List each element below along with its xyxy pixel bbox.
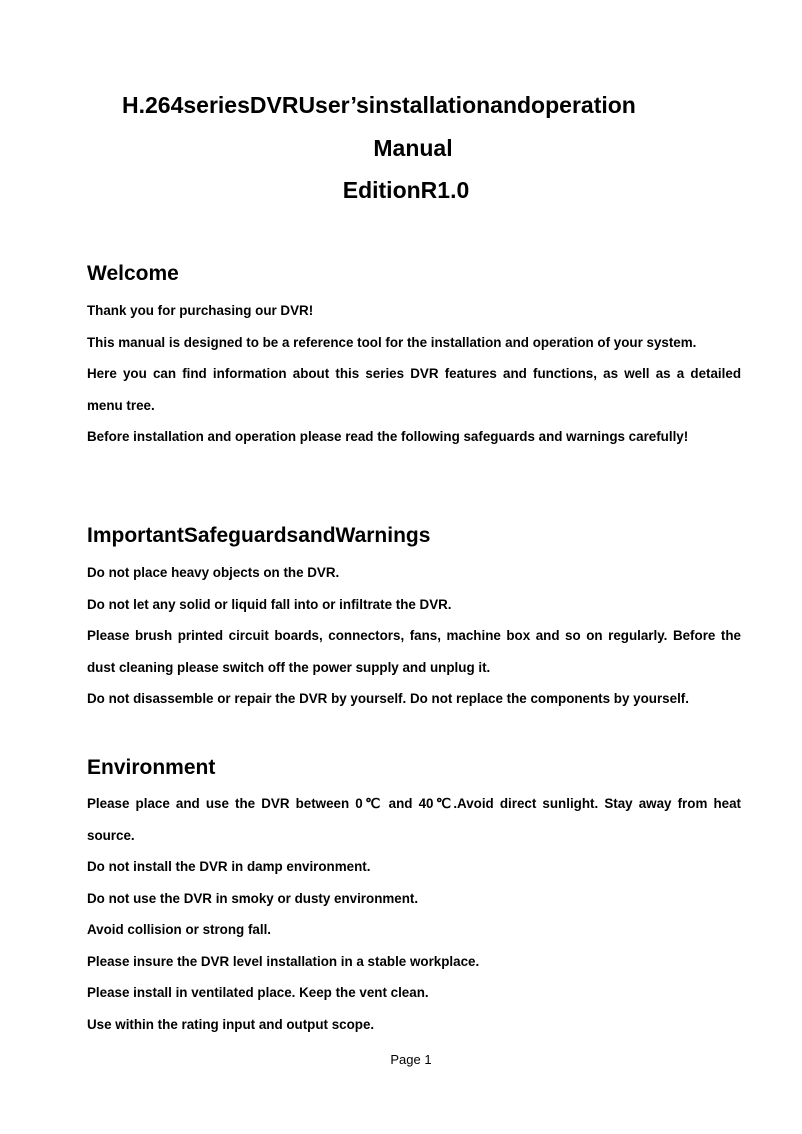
title-line-1: H.264seriesDVRUser’sinstallationandoperation bbox=[122, 92, 636, 118]
paragraph: Avoid collision or strong fall. bbox=[87, 922, 272, 937]
section-body-safeguards bbox=[87, 557, 741, 715]
paragraph: Please place and use the DVR between 0℃ and 40℃.Avoid direct sunlight. Stay away from heat source. bbox=[87, 796, 741, 843]
paragraph: This manual is designed to be a reference tool for the installation and operation of your system. bbox=[87, 334, 697, 350]
paragraph: Do not disassemble or repair the DVR by yourself. Do not replace the components by yourself. bbox=[87, 691, 689, 706]
section-heading-safeguards: ImportantSafeguardsandWarnings bbox=[87, 524, 431, 547]
paragraph: Before installation and operation please read the following safeguards and warnings carefully! bbox=[87, 429, 689, 444]
paragraph: Please install in ventilated place. Keep the vent clean. bbox=[87, 985, 429, 1000]
paragraph: Thank you for purchasing our DVR! bbox=[87, 303, 314, 318]
paragraph: Please brush printed circuit boards, connectors, fans, machine box and so on regularly. Before the dust cleaning please switch off the power supply and unplug it. bbox=[87, 628, 741, 675]
section-body-environment bbox=[87, 788, 741, 1040]
section-heading-environment: Environment bbox=[87, 756, 216, 779]
title-line-2: Manual bbox=[373, 135, 453, 161]
paragraph: Do not use the DVR in smoky or dusty environment. bbox=[87, 890, 419, 906]
paragraph: Do not place heavy objects on the DVR. bbox=[87, 565, 340, 580]
page-number: Page 1 bbox=[390, 1052, 432, 1067]
paragraph: Use within the rating input and output scope. bbox=[87, 1016, 375, 1032]
title-line-3: EditionR1.0 bbox=[342, 177, 470, 203]
paragraph: Do not let any solid or liquid fall into or infiltrate the DVR. bbox=[87, 596, 452, 612]
paragraph: Please insure the DVR level installation in a stable workplace. bbox=[87, 953, 480, 969]
section-body-welcome bbox=[87, 295, 741, 453]
paragraph: Do not install the DVR in damp environment. bbox=[87, 859, 371, 874]
paragraph: Here you can find information about this series DVR features and functions, as well as a detailed menu tree. bbox=[87, 366, 741, 413]
section-heading-welcome: Welcome bbox=[87, 262, 179, 285]
